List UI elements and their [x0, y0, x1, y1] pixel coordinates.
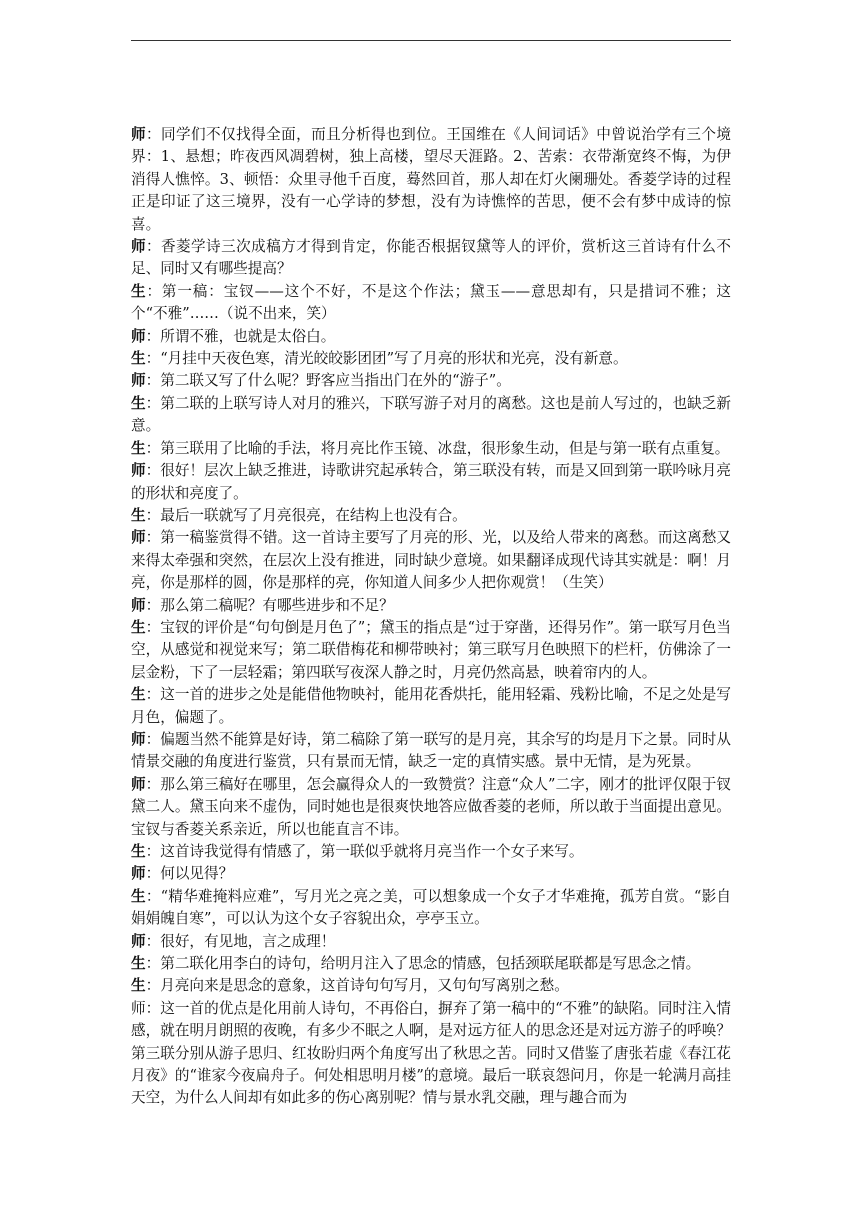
lesson-transcript	[131, 124, 731, 1110]
speaker-label: 师	[131, 865, 146, 883]
speaker-colon: ：	[145, 955, 161, 973]
speaker-label: 师	[131, 999, 146, 1017]
utterance-text: 第二联的上联写诗人对月的雅兴，下联写游子对月的离愁。这也是前人写过的，也缺乏新意。	[131, 394, 731, 435]
speaker-colon: ：	[145, 775, 161, 793]
student-line	[131, 684, 731, 729]
teacher-line	[131, 460, 731, 505]
speaker-label: 生	[131, 977, 146, 995]
speaker-label: 师	[131, 529, 146, 547]
teacher-line	[131, 124, 731, 236]
speaker-colon: ：	[146, 282, 162, 300]
student-line	[131, 505, 731, 527]
utterance-text: 同学们不仅找得全面，而且分析得也到位。王国维在《人间词话》中曾说治学有三个境界：1、悬想；昨夜西风凋碧树，独上高楼，望尽天涯路。2、苦索：衣带渐宽终不悔，为伊消得人憔悴。3、顿悟：众里寻他千百度，蓦然回首，那人却在灯火阑珊处。香菱学诗的过程正是印证了这三境界，没有一心学诗的梦想，没有为诗憔悴的苦思，便不会有梦中成诗的惊喜。	[131, 126, 731, 233]
student-line	[131, 438, 731, 460]
speaker-colon: ：	[145, 439, 161, 457]
speaker-colon: ：	[145, 350, 161, 368]
teacher-line	[131, 370, 731, 392]
teacher-line	[131, 326, 731, 348]
teacher-line	[131, 527, 731, 594]
speaker-label: 师	[131, 932, 146, 950]
student-line	[131, 975, 731, 997]
utterance-text: 这首诗我觉得有情感了，第一联似乎就将月亮当作一个女子来写。	[160, 843, 584, 860]
speaker-label: 生	[131, 843, 146, 860]
speaker-label: 师	[131, 730, 146, 748]
speaker-colon: ：	[145, 618, 161, 636]
speaker-label: 师	[131, 596, 146, 614]
student-line	[131, 393, 731, 438]
speaker-label: 生	[131, 506, 146, 524]
speaker-label: 生	[131, 394, 146, 412]
utterance-text: 第二联又写了什么呢？野客应当指出门在外的“游子”。	[160, 372, 511, 390]
speaker-colon: ：	[145, 999, 161, 1017]
utterance-text: 这一首的优点是化用前人诗句，不再俗白，摒弃了第一稿中的“不雅”的缺陷。同时注入情感，就在明月朗照的夜晚，有多少不眠之人啊，是对远方征人的思念还是对远方游子的呼唤？第三联分别从游子思归、红妆盼归两个角度写出了秋思之苦。同时又借鉴了唐张若虚《春江花月夜》的“谁家今夜扁舟子。何处相思明月楼”的意境。最后一联哀怨问月，你是一轮满月高挂天空，为什么人间却有如此多的伤心离别呢？情与景水乳交融，理与趣合而为	[131, 999, 731, 1107]
speaker-colon: ：	[145, 865, 161, 883]
header-rule	[131, 40, 731, 41]
student-line	[131, 841, 731, 863]
teacher-line	[131, 931, 731, 953]
utterance-text: “月挂中天夜色寒，清光皎皎影团团”写了月亮的形状和光亮，没有新意。	[160, 350, 628, 368]
utterance-text: 月亮向来是思念的意象，这首诗句句写月，又句句写离别之愁。	[160, 977, 569, 995]
speaker-label: 师	[131, 462, 146, 480]
utterance-text: 第一稿鉴赏得不错。这一首诗主要写了月亮的形、光，以及给人带来的离愁。而这离愁又来得太牵强和突然，在层次上没有推进，同时缺少意境。如果翻译成现代诗其实就是：啊！月亮，你是那样的圆，你是那样的亮，你知道人间多少人把你观赏！（生笑）	[131, 529, 731, 592]
speaker-label: 生	[131, 887, 146, 905]
speaker-label: 生	[131, 618, 146, 636]
speaker-colon: ：	[146, 238, 162, 256]
speaker-colon: ：	[145, 506, 161, 524]
student-line	[131, 953, 731, 975]
speaker-colon: ：	[145, 686, 161, 704]
utterance-text: “精华难掩料应难”，写月光之亮之美，可以想象成一个女子才华难掩，孤芳自赏。“影自娟娟魄自寒”，可以认为这个女子容貌出众，亭亭玉立。	[131, 887, 731, 928]
speaker-colon: ：	[145, 596, 161, 614]
utterance-text: 所谓不雅，也就是太俗白。	[160, 327, 336, 345]
speaker-label: 师	[131, 775, 146, 793]
utterance-text: 最后一联就写了月亮很亮，在结构上也没有合。	[160, 506, 467, 524]
utterance-text: 这一首的进步之处是能借他物映衬，能用花香烘托，能用轻霜、残粉比喻，不足之处是写月色，偏题了。	[131, 686, 731, 726]
speaker-colon: ：	[145, 462, 161, 480]
speaker-colon: ：	[145, 394, 161, 412]
teacher-line	[131, 774, 731, 841]
speaker-label: 师	[131, 126, 147, 143]
utterance-text: 第一稿：宝钗——这个不好，不是这个作法；黛玉——意思却有，只是措词不雅；这个“不雅”……（说不出来，笑）	[131, 282, 731, 323]
utterance-text: 第二联化用李白的诗句，给明月注入了思念的情感，包括颈联尾联都是写思念之情。	[160, 955, 701, 973]
utterance-text: 第三联用了比喻的手法，将月亮比作玉镜、冰盘，很形象生动，但是与第一联有点重复。	[160, 439, 730, 457]
utterance-text: 香菱学诗三次成稿方才得到肯定，你能否根据钗黛等人的评价，赏析这三首诗有什么不足、同时又有哪些提高？	[131, 238, 731, 278]
speaker-label: 生	[131, 282, 147, 300]
utterance-text: 宝钗的评价是“句句倒是月色了”；黛玉的指点是“过于穿凿，还得另作”。第一联写月色当空，从感觉和视觉来写；第二联借梅花和柳带映衬；第三联写月色映照下的栏杆，仿佛涂了一层金粉，下了一层轻霜；第四联写夜深人静之时，月亮仍然高悬，映着帘内的人。	[131, 618, 731, 681]
speaker-colon: ：	[145, 977, 161, 995]
student-line	[131, 617, 731, 684]
utterance-text: 偏题当然不能算是好诗，第二稿除了第一联写的是月亮，其余写的均是月下之景。同时从情景交融的角度进行鉴赏，只有景而无情，缺乏一定的真情实感。景中无情，是为死景。	[131, 730, 731, 771]
teacher-line	[131, 236, 731, 281]
speaker-label: 生	[131, 955, 146, 973]
speaker-colon: ：	[145, 529, 161, 547]
speaker-colon: ：	[145, 887, 161, 905]
speaker-label: 生	[131, 350, 146, 368]
teacher-line	[131, 863, 731, 885]
student-line	[131, 281, 731, 326]
speaker-colon: ：	[146, 126, 162, 143]
speaker-colon: ：	[145, 730, 161, 748]
teacher-line	[131, 998, 731, 1110]
utterance-text: 那么第二稿呢？有哪些进步和不足？	[160, 596, 394, 614]
speaker-label: 师	[131, 327, 146, 345]
utterance-text: 很好！层次上缺乏推进，诗歌讲究起承转合，第三联没有转，而是又回到第一联吟咏月亮的形状和亮度了。	[131, 462, 731, 502]
speaker-colon: ：	[145, 932, 161, 950]
utterance-text: 很好，有见地，言之成理！	[160, 932, 336, 950]
teacher-line	[131, 595, 731, 617]
teacher-line	[131, 729, 731, 774]
utterance-text: 那么第三稿好在哪里，怎会赢得众人的一致赞赏？注意“众人”二字，刚才的批评仅限于钗黛二人。黛玉向来不虚伪，同时她也是很爽快地答应做香菱的老师，所以敢于当面提出意见。宝钗与香菱关系亲近，所以也能直言不讳。	[131, 775, 731, 838]
speaker-colon: ：	[145, 327, 161, 345]
speaker-colon: ：	[145, 843, 161, 860]
student-line	[131, 886, 731, 931]
speaker-label: 生	[131, 686, 146, 704]
speaker-label: 生	[131, 439, 146, 457]
speaker-label: 师	[131, 238, 147, 256]
utterance-text: 何以见得？	[160, 865, 234, 883]
student-line	[131, 348, 731, 370]
speaker-label: 师	[131, 372, 146, 390]
speaker-colon: ：	[145, 372, 161, 390]
